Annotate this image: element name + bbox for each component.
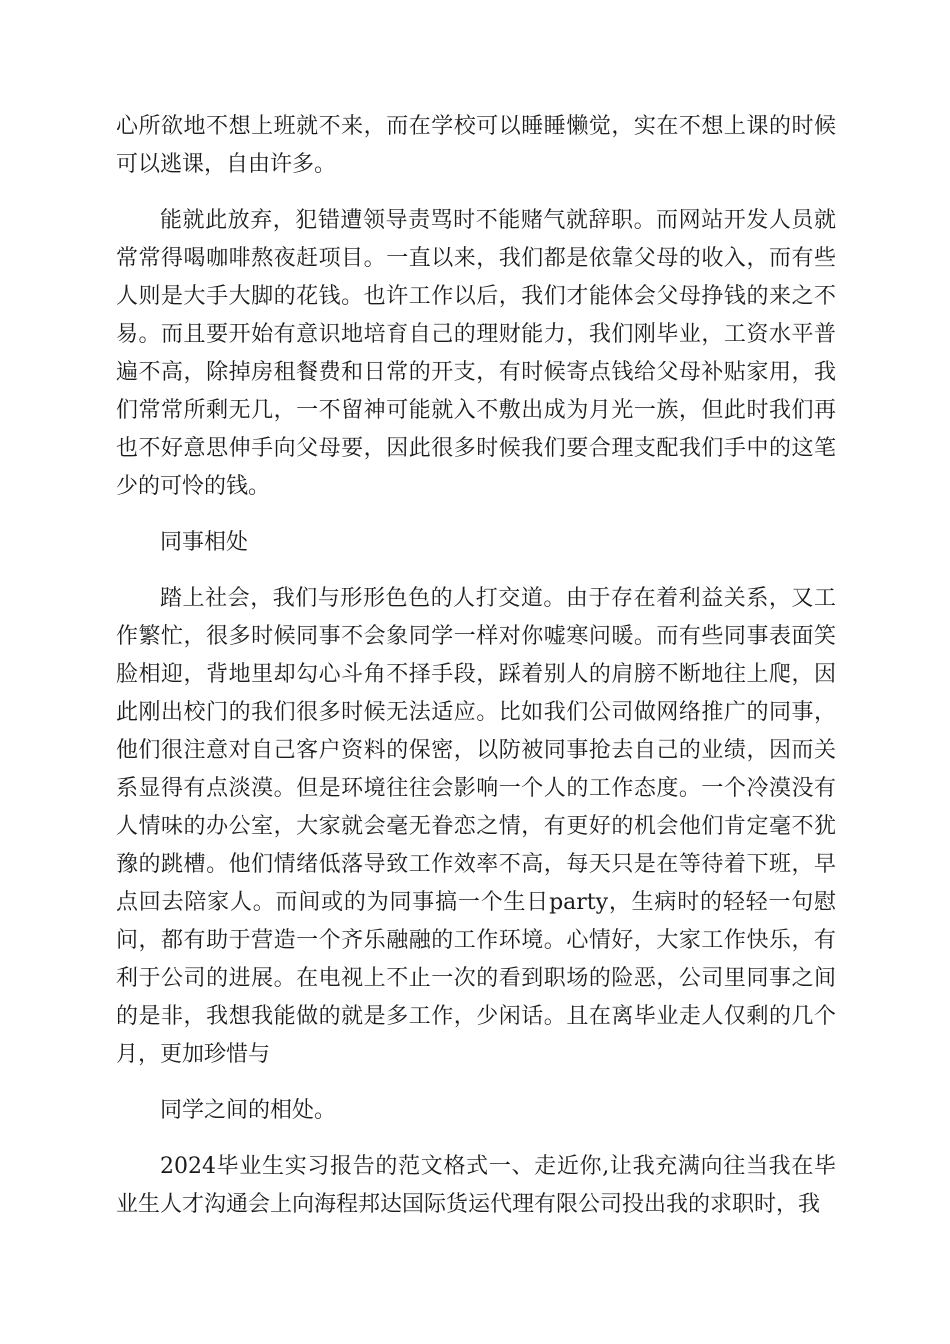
paragraph-2: 能就此放弃，犯错遭领导责骂时不能赌气就辞职。而网站开发人员就常常得喝咖啡熬夜赶项目。一直以来，我们都是依靠父母的收入，而有些人则是大手大脚的花钱。也许工作以后，我们才能体会父母挣钱的来之不易。而且要开始有意识地培育自己的理财能力，我们刚毕业，工资水平普遍不高，除掉房租餐费和日常的开支，有时候寄点钱给父母补贴家用，我们常常所剩无几，一不留神可能就入不敷出成为月光一族，但此时我们再也不好意思伸手向父母要，因此很多时候我们要合理支配我们手中的这笔少的可怜的钱。: [116, 208, 836, 499]
section-heading-colleagues: 同事相处: [160, 530, 249, 555]
paragraph-4: 2024毕业生实习报告的范文格式一、走近你,让我充满向往当我在毕业生人才沟通会上向海程邦达国际货运代理有限公司投出我的求职时，我: [116, 1154, 836, 1217]
section-heading-classmates: 同学之间的相处。: [160, 1098, 337, 1123]
paragraph-1: 心所欲地不想上班就不来，而在学校可以睡睡懒觉，实在不想上课的时候可以逃课，自由许多。: [116, 114, 836, 177]
paragraph-3: 踏上社会，我们与形形色色的人打交道。由于存在着利益关系，又工作繁忙，很多时候同事不会象同学一样对你嘘寒问暖。而有些同事表面笑脸相迎，背地里却勾心斗角不择手段，踩着别人的肩膀不断地往上爬，因此刚出校门的我们很多时候无法适应。比如我们公司做网络推广的同事，他们很注意对自己客户资料的保密，以防被同事抢去自己的业绩，因而关系显得有点淡漠。但是环境往往会影响一个人的工作态度。一个冷漠没有人情味的办公室，大家就会毫无眷恋之情，有更好的机会他们肯定毫不犹豫的跳槽。他们情绪低落导致工作效率不高，每天只是在等待着下班，早点回去陪家人。而间或的为同事搞一个生日party，生病时的轻轻一句慰问，都有助于营造一个齐乐融融的工作环境。心情好，大家工作快乐，有利于公司的进展。在电视上不止一次的看到职场的险恶，公司里同事之间的是非，我想我能做的就是多工作，少闲话。且在离毕业走人仅剩的几个月，更加珍惜与: [116, 586, 836, 1067]
document-body: [116, 108, 836, 1242]
